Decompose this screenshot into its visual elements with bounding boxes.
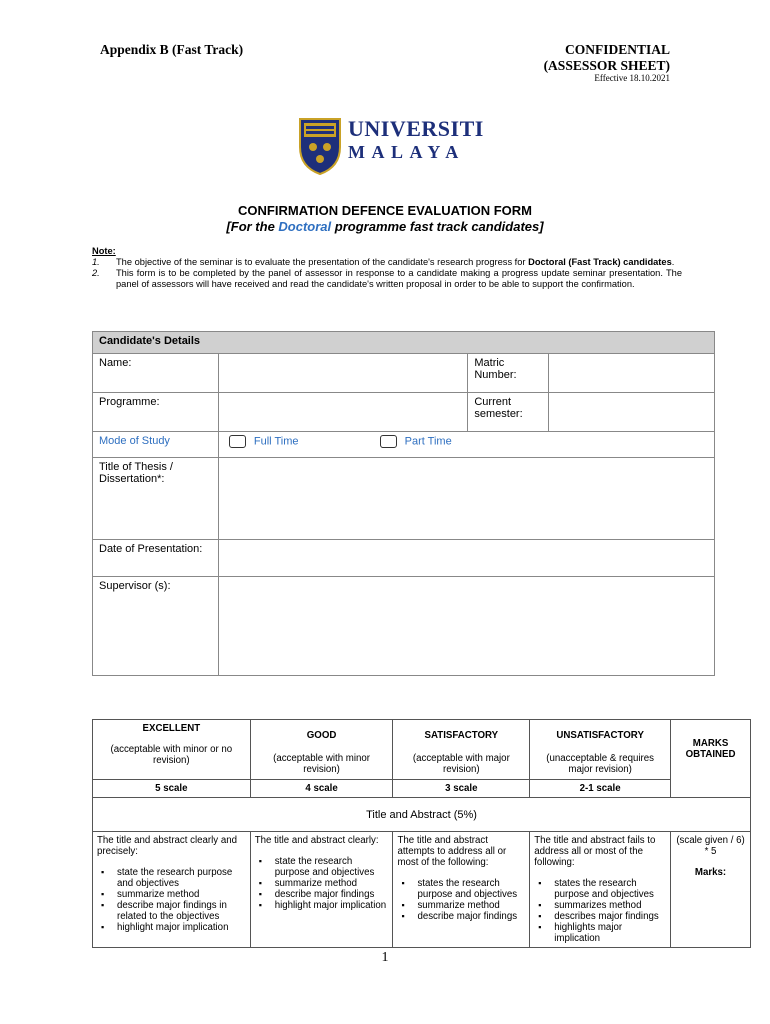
criteria-item: ▪ summarizes method — [534, 900, 666, 911]
criteria-satisfactory: The title and abstract attempts to address all or most of the following: ▪ states the research purpose and objectives ▪ summarize method ▪ describe major findings — [393, 832, 530, 948]
scale-satisfactory: 3 scale — [393, 780, 530, 798]
level-unsatisfactory: UNSATISFACTORY (unacceptable & requires major revision) — [530, 720, 671, 780]
assessor-sheet-label: (ASSESSOR SHEET) — [543, 58, 670, 73]
level-satisfactory: SATISFACTORY (acceptable with major revision) — [393, 720, 530, 780]
level-good: GOOD (acceptable with minor revision) — [250, 720, 393, 780]
criteria-item: ▪ highlights major implication — [534, 922, 666, 944]
candidate-details-heading: Candidate's Details — [93, 332, 715, 354]
confidential-label: CONFIDENTIAL — [564, 42, 670, 57]
confidential-block — [544, 42, 670, 74]
criteria-item: ▪ state the research purpose and objectives — [97, 867, 246, 889]
logo-wordmark — [348, 117, 484, 163]
presentation-date-label: Date of Presentation: — [93, 540, 219, 577]
matric-field[interactable] — [549, 354, 715, 393]
criteria-item: ▪ highlight major implication — [255, 900, 389, 911]
semester-label: Current semester: — [468, 393, 549, 432]
form-title: CONFIRMATION DEFENCE EVALUATION FORM — [238, 203, 532, 218]
criteria-item: ▪ states the research purpose and objectives — [397, 878, 525, 900]
criteria-item: ▪ summarize method — [97, 889, 246, 900]
note-heading: Note: — [92, 246, 116, 256]
criteria-item: ▪ highlight major implication — [97, 922, 246, 933]
level-excellent: EXCELLENT (acceptable with minor or no revision) — [93, 720, 251, 780]
criteria-item: ▪ summarize method — [255, 878, 389, 889]
programme-field[interactable] — [218, 393, 467, 432]
logo-line-2: MALAYA — [348, 142, 465, 162]
programme-label: Programme: — [93, 393, 219, 432]
thesis-title-field[interactable] — [218, 458, 714, 540]
logo-line-1: UNIVERSITI — [348, 116, 484, 141]
criteria-unsatisfactory: The title and abstract fails to address all or most of the following: ▪ states the research purpose and objectives ▪ summarizes method ▪ describes major findings ▪ highlights major implication — [530, 832, 671, 948]
effective-date: Effective 18.10.2021 — [594, 73, 670, 83]
notes-section — [92, 246, 682, 290]
appendix-label: Appendix B (Fast Track) — [100, 42, 244, 57]
marks-formula: (scale given / 6) * 5 — [676, 835, 745, 857]
note-item: 2. This form is to be completed by the panel of assessor in response to a candidate making a progress update seminar presentation. The panel of assessors will have received and read the candidate's written proposal in order to be able to support the confirmation. — [92, 268, 682, 289]
page-number: 1 — [381, 950, 389, 965]
criteria-item: ▪ describe major findings in related to the objectives — [97, 900, 246, 922]
criteria-item: ▪ describe major findings — [255, 889, 389, 900]
criteria-item: ▪ describe major findings — [397, 911, 525, 922]
presentation-date-field[interactable] — [218, 540, 714, 577]
crest-icon — [298, 117, 342, 175]
scale-unsatisfactory: 2-1 scale — [530, 780, 671, 798]
supervisor-label: Supervisor (s): — [93, 577, 219, 676]
criteria-item: ▪ summarize method — [397, 900, 525, 911]
criteria-item: ▪ states the research purpose and objectives — [534, 878, 666, 900]
name-label: Name: — [93, 354, 219, 393]
programme-highlight: Doctoral — [278, 219, 332, 234]
university-logo — [298, 116, 484, 177]
full-time-checkbox[interactable] — [229, 435, 246, 448]
section-title: Title and Abstract (5%) — [93, 798, 751, 832]
criteria-item: ▪ describes major findings — [534, 911, 666, 922]
criteria-excellent: The title and abstract clearly and precisely: ▪ state the research purpose and objectives ▪ summarize method ▪ describe major findings in related to the objectives ▪ highlight major implication — [93, 832, 251, 948]
matric-label: Matric Number: — [468, 354, 549, 393]
form-subtitle: [For the Doctoral programme fast track candidates] — [226, 219, 544, 234]
criteria-item: ▪ state the research purpose and objectives — [255, 856, 389, 878]
mode-of-study-options — [218, 432, 714, 458]
marks-label: Marks: — [694, 867, 727, 878]
criteria-good: The title and abstract clearly: ▪ state the research purpose and objectives ▪ summarize method ▪ describe major findings ▪ highlight major implication — [250, 832, 393, 948]
full-time-label: Full Time — [253, 435, 299, 448]
evaluation-rubric-table — [92, 719, 751, 948]
thesis-title-label: Title of Thesis / Dissertation*: — [93, 458, 219, 540]
scale-excellent: 5 scale — [93, 780, 251, 798]
candidate-details-table — [92, 331, 715, 676]
part-time-label: Part Time — [404, 435, 452, 448]
mode-of-study-label: Mode of Study — [93, 432, 219, 458]
note-item: 1. The objective of the seminar is to evaluate the presentation of the candidate's research progress for Doctoral (Fast Track) candidates. — [92, 257, 675, 267]
supervisor-field[interactable] — [218, 577, 714, 676]
marks-obtained-header: MARKS OBTAINED — [671, 720, 751, 798]
name-field[interactable] — [218, 354, 467, 393]
marks-cell[interactable] — [671, 832, 751, 948]
scale-good: 4 scale — [250, 780, 393, 798]
semester-field[interactable] — [549, 393, 715, 432]
part-time-checkbox[interactable] — [380, 435, 397, 448]
